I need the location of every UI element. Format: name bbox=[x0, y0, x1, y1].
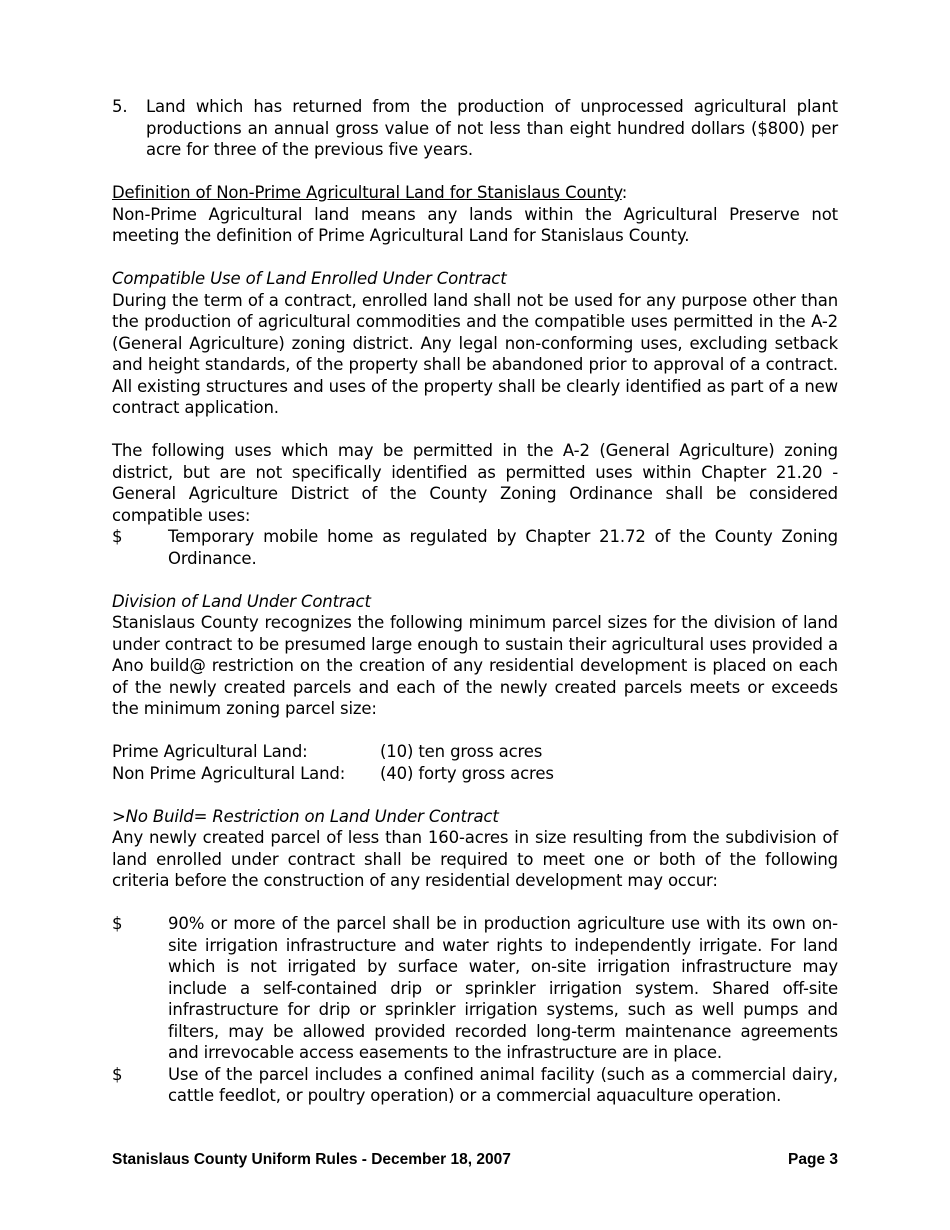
nonprime-heading-colon: : bbox=[621, 183, 628, 202]
compatible-heading: Compatible Use of Land Enrolled Under Contract bbox=[112, 269, 507, 288]
division-heading: Division of Land Under Contract bbox=[112, 591, 371, 611]
parcel-size-label: Non Prime Agricultural Land: bbox=[112, 763, 346, 783]
bullet-text: 90% or more of the parcel shall be in production agriculture use with its own on-site irrigation infrastructure and water rights to independently irrigate. For land which is not irrigated by surface water, on-site irrigation infrastructure may include a self-contained drip or sprinkler irrigation system. Shared off-site infrastructure for drip or sprinkler irrigation systems, such as well pumps and filters, may be allowed provided recorded long-term maintenance agreements and irrevocable access easements to the infrastructure are in place. bbox=[168, 914, 838, 1062]
page-footer bbox=[112, 1150, 838, 1170]
compatible-body-2: The following uses which may be permitted in the A-2 (General Agriculture) zoning district, but are not specifically identified as permitted uses within Chapter 21.20 - General Agriculture District of the County Zoning Ordinance shall be considered compatible uses: bbox=[112, 441, 838, 525]
nobuild-body: Any newly created parcel of less than 160-acres in size resulting from the subdivision of land enrolled under contract shall be required to meet one or both of the following criteria before the construction of any residential development may occur: bbox=[112, 828, 838, 890]
nobuild-bullet bbox=[112, 1064, 838, 1107]
bullet-symbol: $ bbox=[112, 527, 123, 546]
item-number: 5. bbox=[112, 97, 128, 116]
numbered-item-5 bbox=[112, 96, 838, 161]
parcel-size-row bbox=[112, 763, 838, 785]
parcel-size-value: (40) forty gross acres bbox=[380, 763, 554, 783]
compatible-bullet bbox=[112, 526, 838, 569]
page-number: Page 3 bbox=[788, 1151, 838, 1168]
nonprime-heading-line bbox=[112, 182, 838, 204]
nobuild-heading: >No Build= Restriction on Land Under Contract bbox=[112, 806, 499, 826]
document-page bbox=[112, 96, 838, 1107]
bullet-text: Temporary mobile home as regulated by Chapter 21.72 of the County Zoning Ordinance. bbox=[168, 527, 838, 568]
nobuild-bullet bbox=[112, 913, 838, 1064]
bullet-symbol: $ bbox=[112, 1064, 123, 1084]
item-text: Land which has returned from the production of unprocessed agricultural plant productions an annual gross value of not less than eight hundred dollars ($800) per acre for three of the previous five years. bbox=[146, 97, 838, 159]
parcel-size-label: Prime Agricultural Land: bbox=[112, 742, 308, 761]
nonprime-body: Non-Prime Agricultural land means any lands within the Agricultural Preserve not meeting the definition of Prime Agricultural Land for Stanislaus County. bbox=[112, 204, 838, 245]
compatible-body: During the term of a contract, enrolled land shall not be used for any purpose other than the production of agricultural commodities and the compatible uses permitted in the A-2 (General Agriculture) zoning district. Any legal non-conforming uses, excluding setback and height standards, of the property shall be abandoned prior to approval of a contract. All existing structures and uses of the property shall be clearly identified as part of a new contract application. bbox=[112, 290, 838, 417]
bullet-symbol: $ bbox=[112, 914, 123, 933]
parcel-size-row bbox=[112, 741, 838, 763]
nonprime-heading: Definition of Non-Prime Agricultural Land for Stanislaus County bbox=[112, 183, 622, 202]
division-body: Stanislaus County recognizes the following minimum parcel sizes for the division of land under contract to be presumed large enough to sustain their agricultural uses provided a Ano build@ restriction on the creation of any residential development is placed on each of the newly created parcels and each of the newly created parcels meets or exceeds the minimum zoning parcel size: bbox=[112, 613, 838, 718]
parcel-size-value: (10) ten gross acres bbox=[380, 742, 543, 761]
footer-title: Stanislaus County Uniform Rules - December 18, 2007 bbox=[112, 1151, 511, 1168]
bullet-text: Use of the parcel includes a confined animal facility (such as a commercial dairy, cattle feedlot, or poultry operation) or a commercial aquaculture operation. bbox=[168, 1064, 838, 1105]
